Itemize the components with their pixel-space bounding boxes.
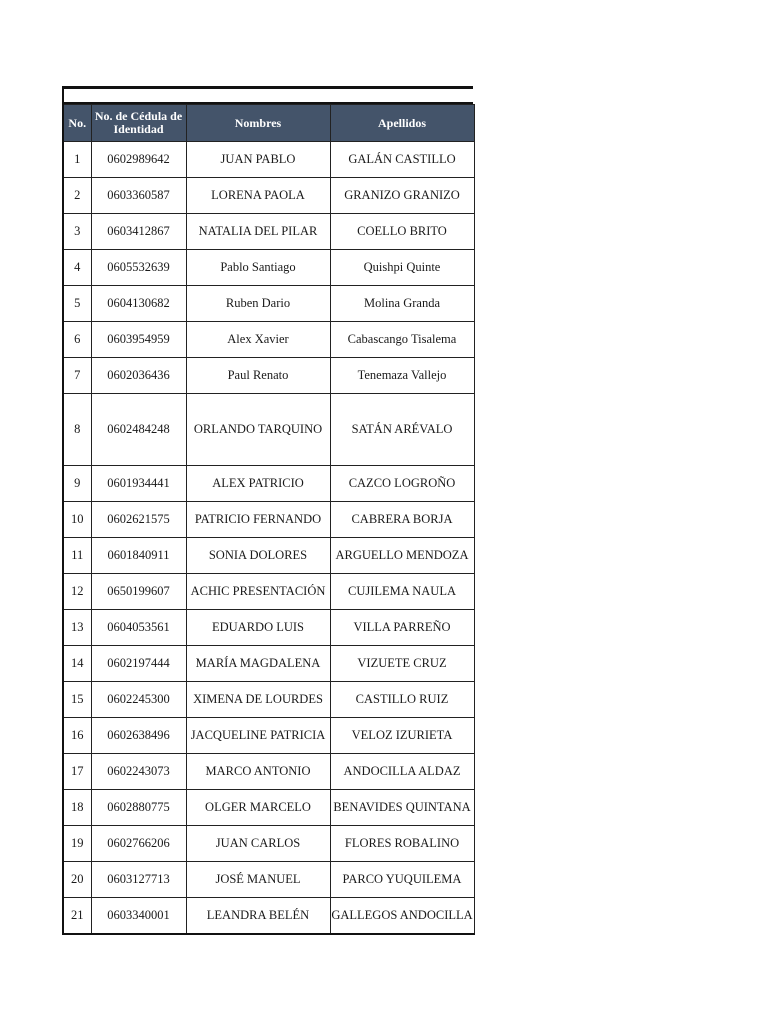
cell-nombres: EDUARDO LUIS — [186, 610, 330, 646]
cell-cedula: 0601934441 — [91, 466, 186, 502]
cell-no: 3 — [63, 214, 91, 250]
table-body — [63, 142, 474, 935]
cell-no: 9 — [63, 466, 91, 502]
cell-nombres: JUAN PABLO — [186, 142, 330, 178]
cell-no: 11 — [63, 538, 91, 574]
cell-apellidos: Quishpi Quinte — [330, 250, 474, 286]
table-row — [63, 502, 474, 538]
cell-apellidos: ANDOCILLA ALDAZ — [330, 754, 474, 790]
table-row — [63, 682, 474, 718]
cell-nombres: Ruben Dario — [186, 286, 330, 322]
cell-no: 12 — [63, 574, 91, 610]
cell-no: 4 — [63, 250, 91, 286]
cell-no: 21 — [63, 898, 91, 935]
cell-cedula: 0602484248 — [91, 394, 186, 466]
table-row — [63, 250, 474, 286]
cell-nombres: ALEX PATRICIO — [186, 466, 330, 502]
cell-cedula: 0602245300 — [91, 682, 186, 718]
cell-no: 1 — [63, 142, 91, 178]
cell-no: 13 — [63, 610, 91, 646]
cell-apellidos: VILLA PARREÑO — [330, 610, 474, 646]
cell-nombres: Paul Renato — [186, 358, 330, 394]
header-apellidos: Apellidos — [330, 105, 474, 142]
cell-cedula: 0603340001 — [91, 898, 186, 935]
cell-apellidos: CUJILEMA NAULA — [330, 574, 474, 610]
cell-no: 10 — [63, 502, 91, 538]
cell-apellidos: FLORES ROBALINO — [330, 826, 474, 862]
cell-no: 2 — [63, 178, 91, 214]
cell-cedula: 0602197444 — [91, 646, 186, 682]
cell-apellidos: GALLEGOS ANDOCILLA — [330, 898, 474, 935]
cell-cedula: 0602036436 — [91, 358, 186, 394]
cell-apellidos: SATÁN ARÉVALO — [330, 394, 474, 466]
table-row — [63, 754, 474, 790]
cell-nombres: NATALIA DEL PILAR — [186, 214, 330, 250]
table-row — [63, 322, 474, 358]
cell-no: 8 — [63, 394, 91, 466]
cell-apellidos: ARGUELLO MENDOZA — [330, 538, 474, 574]
cell-apellidos: PARCO YUQUILEMA — [330, 862, 474, 898]
cell-cedula: 0605532639 — [91, 250, 186, 286]
cell-no: 14 — [63, 646, 91, 682]
cell-no: 5 — [63, 286, 91, 322]
cell-cedula: 0650199607 — [91, 574, 186, 610]
cell-apellidos: CASTILLO RUIZ — [330, 682, 474, 718]
cell-cedula: 0602989642 — [91, 142, 186, 178]
cell-no: 6 — [63, 322, 91, 358]
table-row — [63, 826, 474, 862]
cell-cedula: 0603954959 — [91, 322, 186, 358]
header-cedula: No. de Cédula de Identidad — [91, 105, 186, 142]
table-row — [63, 466, 474, 502]
cell-nombres: Pablo Santiago — [186, 250, 330, 286]
cell-apellidos: CABRERA BORJA — [330, 502, 474, 538]
cell-no: 19 — [63, 826, 91, 862]
cell-no: 17 — [63, 754, 91, 790]
cell-apellidos: VELOZ IZURIETA — [330, 718, 474, 754]
cell-no: 7 — [63, 358, 91, 394]
cell-nombres: LORENA PAOLA — [186, 178, 330, 214]
cell-nombres: XIMENA DE LOURDES — [186, 682, 330, 718]
header-nombres: Nombres — [186, 105, 330, 142]
cell-apellidos: CAZCO LOGROÑO — [330, 466, 474, 502]
cell-apellidos: Cabascango Tisalema — [330, 322, 474, 358]
participants-table — [62, 104, 475, 935]
cell-no: 20 — [63, 862, 91, 898]
cell-apellidos: Molina Granda — [330, 286, 474, 322]
cell-nombres: JUAN CARLOS — [186, 826, 330, 862]
table-row — [63, 286, 474, 322]
table-row — [63, 718, 474, 754]
table-row — [63, 574, 474, 610]
table-row — [63, 178, 474, 214]
cell-nombres: JOSÉ MANUEL — [186, 862, 330, 898]
cell-nombres: Alex Xavier — [186, 322, 330, 358]
cell-nombres: MARÍA MAGDALENA — [186, 646, 330, 682]
cell-nombres: MARCO ANTONIO — [186, 754, 330, 790]
cell-cedula: 0604130682 — [91, 286, 186, 322]
cell-nombres: SONIA DOLORES — [186, 538, 330, 574]
cell-apellidos: GALÁN CASTILLO — [330, 142, 474, 178]
cell-cedula: 0602766206 — [91, 826, 186, 862]
cell-no: 16 — [63, 718, 91, 754]
table-row — [63, 394, 474, 466]
cell-nombres: LEANDRA BELÉN — [186, 898, 330, 935]
cell-nombres: PATRICIO FERNANDO — [186, 502, 330, 538]
table-row — [63, 610, 474, 646]
cell-apellidos: COELLO BRITO — [330, 214, 474, 250]
cell-cedula: 0602243073 — [91, 754, 186, 790]
cell-apellidos: BENAVIDES QUINTANA — [330, 790, 474, 826]
cell-cedula: 0602621575 — [91, 502, 186, 538]
cell-nombres: ORLANDO TARQUINO — [186, 394, 330, 466]
cell-nombres: JACQUELINE PATRICIA — [186, 718, 330, 754]
cell-cedula: 0603360587 — [91, 178, 186, 214]
header-no: No. — [63, 105, 91, 142]
cell-cedula: 0604053561 — [91, 610, 186, 646]
cell-apellidos: GRANIZO GRANIZO — [330, 178, 474, 214]
table-row — [63, 538, 474, 574]
cell-no: 18 — [63, 790, 91, 826]
cell-nombres: ACHIC PRESENTACIÓN — [186, 574, 330, 610]
cell-cedula: 0602880775 — [91, 790, 186, 826]
cell-cedula: 0603412867 — [91, 214, 186, 250]
table-row — [63, 214, 474, 250]
cell-apellidos: Tenemaza Vallejo — [330, 358, 474, 394]
cell-apellidos: VIZUETE CRUZ — [330, 646, 474, 682]
cell-cedula: 0601840911 — [91, 538, 186, 574]
title-row — [62, 86, 473, 104]
spreadsheet-sheet — [62, 86, 473, 935]
table-row — [63, 862, 474, 898]
cell-cedula: 0603127713 — [91, 862, 186, 898]
cell-cedula: 0602638496 — [91, 718, 186, 754]
table-row — [63, 142, 474, 178]
cell-nombres: OLGER MARCELO — [186, 790, 330, 826]
header-row — [63, 105, 474, 142]
table-row — [63, 358, 474, 394]
cell-no: 15 — [63, 682, 91, 718]
table-row — [63, 790, 474, 826]
table-row — [63, 898, 474, 935]
table-row — [63, 646, 474, 682]
